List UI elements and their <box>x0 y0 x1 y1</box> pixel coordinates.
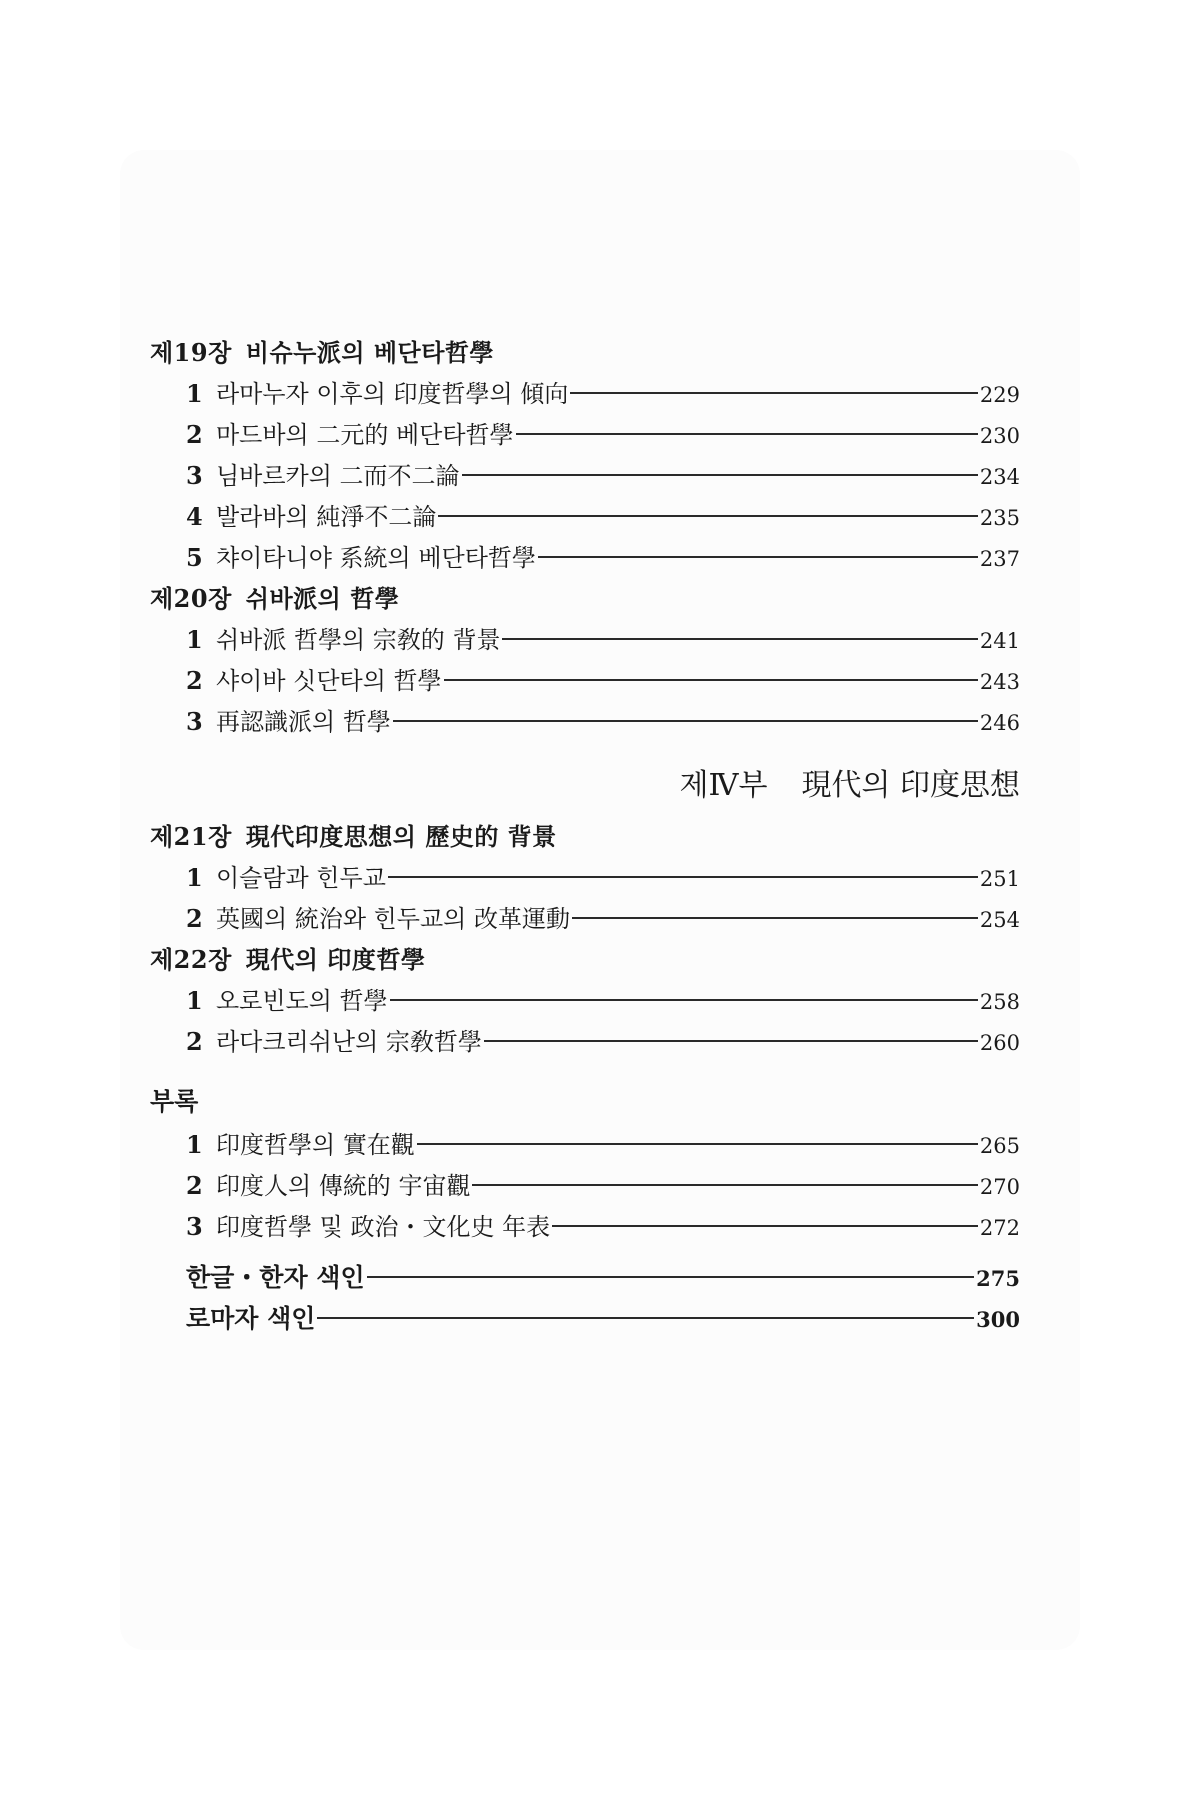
leader-line <box>393 720 978 722</box>
entry-number: 3 <box>186 707 203 736</box>
index-entry-roman[interactable] <box>150 1298 1020 1339</box>
page-number: 235 <box>979 506 1020 530</box>
entry-title: 再認識派의 哲學 <box>216 708 391 736</box>
chapter-heading-22 <box>150 939 1020 980</box>
page-number: 275 <box>976 1266 1020 1291</box>
toc-entry[interactable] <box>150 619 1020 660</box>
leader-line <box>572 917 978 919</box>
toc-entry[interactable] <box>150 660 1020 701</box>
entry-title: 라다크리쉬난의 宗敎哲學 <box>216 1028 482 1056</box>
leader-line <box>367 1276 975 1278</box>
entry-title: 印度人의 傳統的 宇宙觀 <box>216 1172 471 1200</box>
toc-entry[interactable] <box>150 414 1020 455</box>
chapter-label: 제22장 <box>150 945 232 974</box>
page-number: 272 <box>979 1216 1020 1240</box>
entry-number: 4 <box>186 502 203 531</box>
entry-title: 발라바의 純淨不二論 <box>216 503 437 531</box>
page-number: 251 <box>979 867 1020 891</box>
chapter-title: 쉬바派의 哲學 <box>245 584 400 613</box>
entry-title: 이슬람과 힌두교 <box>216 864 386 892</box>
leader-line <box>502 638 977 640</box>
appendix-label: 부록 <box>150 1087 199 1116</box>
entry-number: 2 <box>186 1027 203 1056</box>
entry-title: 印度哲學 및 政治・文化史 年表 <box>216 1213 551 1241</box>
leader-line <box>462 474 978 476</box>
toc-entry[interactable] <box>150 1021 1020 1062</box>
entry-title: 印度哲學의 實在觀 <box>216 1131 415 1159</box>
chapter-title: 現代의 印度哲學 <box>245 945 426 974</box>
part-title: 現代의 印度思想 <box>801 768 1020 803</box>
chapter-label: 제20장 <box>150 584 232 613</box>
page-number: 260 <box>979 1031 1020 1055</box>
leader-line <box>570 392 978 394</box>
entry-number: 2 <box>186 666 203 695</box>
page-number: 258 <box>979 990 1020 1014</box>
leader-line <box>417 1143 978 1145</box>
toc-entry[interactable] <box>150 537 1020 578</box>
chapter-title: 비슈누派의 베단타哲學 <box>245 338 494 367</box>
chapter-heading-20 <box>150 578 1020 619</box>
entry-title: 英國의 統治와 힌두교의 改革運動 <box>216 905 570 933</box>
table-of-contents <box>150 332 1020 1339</box>
leader-line <box>538 556 978 558</box>
part-label: 제Ⅳ부 <box>679 768 768 803</box>
toc-entry[interactable] <box>150 980 1020 1021</box>
leader-line <box>484 1040 978 1042</box>
leader-line <box>516 433 978 435</box>
toc-entry[interactable] <box>150 496 1020 537</box>
leader-line <box>317 1317 974 1319</box>
entry-title: 라마누자 이후의 印度哲學의 傾向 <box>216 380 569 408</box>
leader-line <box>438 515 978 517</box>
page-number: 229 <box>979 383 1020 407</box>
entry-title: 쉬바派 哲學의 宗敎的 背景 <box>216 626 501 654</box>
entry-number: 1 <box>186 986 203 1015</box>
entry-title: 챠이타니야 系統의 베단타哲學 <box>216 544 536 572</box>
toc-entry[interactable] <box>150 1124 1020 1165</box>
chapter-label: 제19장 <box>150 338 232 367</box>
entry-number: 3 <box>186 461 203 490</box>
entry-number: 1 <box>186 379 203 408</box>
entry-number: 1 <box>186 863 203 892</box>
index-title: 한글・한자 색인 <box>186 1263 365 1292</box>
toc-entry[interactable] <box>150 1206 1020 1247</box>
entry-title: 마드바의 二元的 베단타哲學 <box>216 421 514 449</box>
entry-number: 2 <box>186 904 203 933</box>
part-heading-4 <box>150 756 1020 816</box>
entry-number: 5 <box>186 543 203 572</box>
toc-entry[interactable] <box>150 701 1020 742</box>
page-number: 237 <box>979 547 1020 571</box>
chapter-title: 現代印度思想의 歷史的 背景 <box>245 822 557 851</box>
chapter-label: 제21장 <box>150 822 232 851</box>
page-number: 234 <box>979 465 1020 489</box>
toc-entry[interactable] <box>150 857 1020 898</box>
leader-line <box>388 876 978 878</box>
index-entry-hangul-hanja[interactable] <box>150 1257 1020 1298</box>
entry-title: 샤이바 싯단타의 哲學 <box>216 667 442 695</box>
chapter-heading-21 <box>150 816 1020 857</box>
toc-entry[interactable] <box>150 898 1020 939</box>
page-number: 241 <box>979 629 1020 653</box>
leader-line <box>444 679 978 681</box>
page-number: 300 <box>976 1307 1020 1332</box>
entry-number: 2 <box>186 420 203 449</box>
index-title: 로마자 색인 <box>186 1304 316 1333</box>
entry-number: 1 <box>186 625 203 654</box>
leader-line <box>472 1184 977 1186</box>
entry-number: 1 <box>186 1130 203 1159</box>
leader-line <box>552 1225 978 1227</box>
page-number: 246 <box>979 711 1020 735</box>
spacer <box>150 1247 1020 1257</box>
toc-entry[interactable] <box>150 455 1020 496</box>
entry-number: 2 <box>186 1171 203 1200</box>
page-number: 230 <box>979 424 1020 448</box>
toc-entry[interactable] <box>150 373 1020 414</box>
appendix-heading <box>150 1080 1020 1124</box>
page-number: 265 <box>979 1134 1020 1158</box>
chapter-heading-19 <box>150 332 1020 373</box>
page-number: 270 <box>979 1175 1020 1199</box>
page-number: 243 <box>979 670 1020 694</box>
toc-entry[interactable] <box>150 1165 1020 1206</box>
entry-title: 님바르카의 二而不二論 <box>216 462 460 490</box>
entry-number: 3 <box>186 1212 203 1241</box>
entry-title: 오로빈도의 哲學 <box>216 987 388 1015</box>
page-number: 254 <box>979 908 1020 932</box>
leader-line <box>390 999 978 1001</box>
